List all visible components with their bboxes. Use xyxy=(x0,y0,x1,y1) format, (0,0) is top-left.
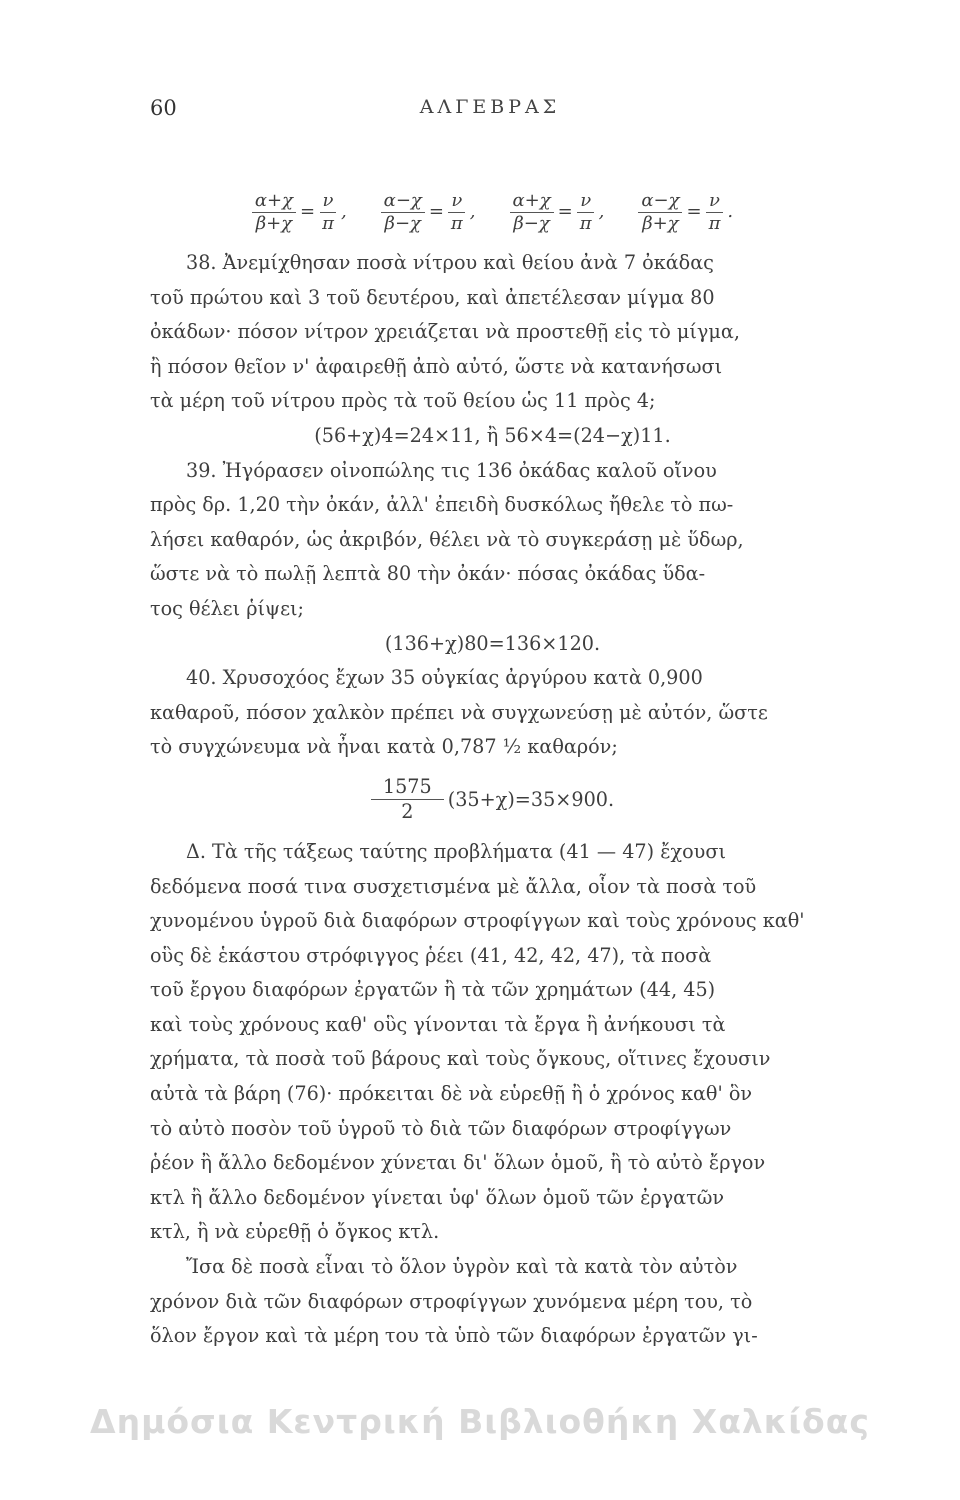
fraction-numerator: ν xyxy=(577,190,594,213)
text-line: χρόνον διὰ τῶν διαφόρων στροφίγγων χυνόμενα μέρη του, τὸ xyxy=(150,1289,753,1313)
text-line: τὰ μέρη τοῦ νίτρου πρὸς τὰ τοῦ θείου ὡς 11 πρὸς 4; xyxy=(150,389,656,413)
text-line: χυνομένου ὑγροῦ διὰ διαφόρων στροφίγγων καὶ τοὺς χρόνους καθ' xyxy=(150,909,805,933)
text-line: πρὸς δρ. 1,20 τὴν ὀκάν, ἀλλ' ἐπειδὴ δυσκόλως ἤθελε τὸ πω- xyxy=(150,493,734,517)
problem-38 xyxy=(150,246,835,454)
page-body xyxy=(150,178,835,1354)
text-line: τὸ αὐτὸ ποσὸν τοῦ ὑγροῦ τὸ διὰ τῶν διαφόρων στροφίγγων xyxy=(150,1116,732,1140)
text-line: ῥέον ἢ ἄλλο δεδομένον χύνεται δι' ὅλων ὁμοῦ, ἢ τὸ αὐτὸ ἔργον xyxy=(150,1151,766,1175)
fraction-denominator: π xyxy=(450,212,463,234)
text-line: χρήματα, τὰ ποσὰ τοῦ βάρους καὶ τοὺς ὄγκους, οἵτινες ἔχουσιν xyxy=(150,1047,771,1071)
problem-40 xyxy=(150,661,835,835)
fraction-numerator: 1575 xyxy=(371,775,444,800)
fraction-equation-2: $\frac{\alpha-\chi}{\beta-\chi}$ = $\frac{\nu}{\pi}$ , xyxy=(381,190,476,235)
fraction-equations xyxy=(150,178,835,246)
fraction-denominator: π xyxy=(708,212,721,234)
text-line: αὐτὰ τὰ βάρη (76)· πρόκειται δὲ νὰ εὑρεθῇ ἢ ὁ χρόνος καθ' ὃν xyxy=(150,1082,753,1106)
fraction-equation-3: $\frac{\alpha+\chi}{\beta-\chi}$ = $\frac{\nu}{\pi}$ , xyxy=(510,190,605,235)
text-line: κτλ ἢ ἄλλο δεδομένον γίνεται ὑφ' ὅλων ὁμοῦ τῶν ἐργατῶν xyxy=(150,1185,725,1209)
section-d xyxy=(150,835,835,1354)
equation: (56+χ)4=24×11, ἢ 56×4=(24−χ)11. xyxy=(314,423,671,447)
fraction-denominator: β+χ xyxy=(642,212,679,234)
page-number: 60 xyxy=(150,96,177,120)
page-header xyxy=(150,96,830,126)
problem-39 xyxy=(150,454,835,662)
text-line: τοῦ πρώτου καὶ 3 τοῦ δευτέρου, καὶ ἀπετέλεσαν μίγμα 80 xyxy=(150,285,715,309)
text-line: 39. Ἠγόρασεν οἰνοπώλης τις 136 ὀκάδας καλοῦ οἴνου xyxy=(186,458,717,482)
fraction-denominator: β−χ xyxy=(384,212,421,234)
fraction-numerator: α−χ xyxy=(638,190,682,213)
text-line: τὸ συγχώνευμα νὰ ἦναι κατὰ 0,787 ½ καθαρόν; xyxy=(150,735,618,759)
fraction-denominator: β−χ xyxy=(513,212,550,234)
fraction-numerator: α+χ xyxy=(510,190,554,213)
text-line: τοῦ ἔργου διαφόρων ἐργατῶν ἢ τὰ τῶν χρημάτων (44, 45) xyxy=(150,978,716,1002)
fraction-denominator: 2 xyxy=(401,800,414,824)
fraction-numerator: ν xyxy=(706,190,723,213)
text-line: καὶ τοὺς χρόνους καθ' οὓς γίνονται τὰ ἔργα ἢ ἀνήκουσι τὰ xyxy=(150,1012,726,1036)
library-watermark: Δημόσια Κεντρική Βιβλιοθήκη Χαλκίδας xyxy=(90,1402,870,1441)
text-line: δεδόμενα ποσά τινα συσχετισμένα μὲ ἄλλα, οἷον τὰ ποσὰ τοῦ xyxy=(150,874,757,898)
text-line: ὥστε νὰ τὸ πωλῇ λεπτὰ 80 τὴν ὀκάν· πόσας ὀκάδας ὕδα- xyxy=(150,562,706,586)
equation: (136+χ)80=136×120. xyxy=(384,631,601,655)
text-line: οὓς δὲ ἑκάστου στρόφιγγος ῥέει (41, 42, 42, 47), τὰ ποσὰ xyxy=(150,943,712,967)
text-line: λήσει καθαρόν, ὡς ἀκριβόν, θέλει νὰ τὸ συγκεράσῃ μὲ ὕδωρ, xyxy=(150,527,744,551)
text-line: ὀκάδων· πόσον νίτρον χρειάζεται νὰ προστεθῇ εἰς τὸ μίγμα, xyxy=(150,320,740,344)
running-title: ΑΛΓΕΒΡΑΣ xyxy=(419,96,561,118)
text-line: τος θέλει ῥίψει; xyxy=(150,596,305,620)
fraction-numerator: ν xyxy=(320,190,337,213)
text-line: 40. Χρυσοχόος ἔχων 35 οὐγκίας ἀργύρου κατὰ 0,900 xyxy=(186,666,703,690)
text-line: Δ. Τὰ τῆς τάξεως ταύτης προβλήματα (41 — 47) ἔχουσι xyxy=(186,839,726,863)
equation-rest: (35+χ)=35×900. xyxy=(447,787,615,811)
text-line: 38. Ἀνεμίχθησαν ποσὰ νίτρου καὶ θείου ἀνὰ 7 ὀκάδας xyxy=(186,251,714,274)
text-line: καθαροῦ, πόσον χαλκὸν πρέπει νὰ συγχωνεύσῃ μὲ αὐτόν, ὥστε xyxy=(150,700,768,724)
fraction-numerator: ν xyxy=(448,190,465,213)
text-line: Ἴσα δὲ ποσὰ εἶναι τὸ ὅλον ὑγρὸν καὶ τὰ κατὰ τὸν αὐτὸν xyxy=(186,1255,738,1279)
fraction-equation-4: $\frac{\alpha-\chi}{\beta+\chi}$ = $\frac{\nu}{\pi}$ . xyxy=(638,190,733,235)
fraction-denominator: π xyxy=(579,212,592,234)
fraction-numerator: α+χ xyxy=(252,190,296,213)
text-line: κτλ, ἢ νὰ εὑρεθῇ ὁ ὄγκος κτλ. xyxy=(150,1220,440,1244)
fraction-numerator: α−χ xyxy=(381,190,425,213)
fraction-denominator: β+χ xyxy=(255,212,293,234)
text-line: ἢ πόσον θεῖον ν' ἀφαιρεθῇ ἀπὸ αὐτό, ὥστε νὰ κατανήσωσι xyxy=(150,354,723,378)
fraction-denominator: π xyxy=(322,212,334,234)
fraction-equation-1: $\frac{\alpha+\chi}{\beta+\chi}$ = $\frac{\nu}{\pi}$ , xyxy=(252,190,347,235)
equation xyxy=(150,765,835,835)
text-line: ὅλον ἔργον καὶ τὰ μέρη του τὰ ὑπὸ τῶν διαφόρων ἐργατῶν γι- xyxy=(150,1324,758,1348)
